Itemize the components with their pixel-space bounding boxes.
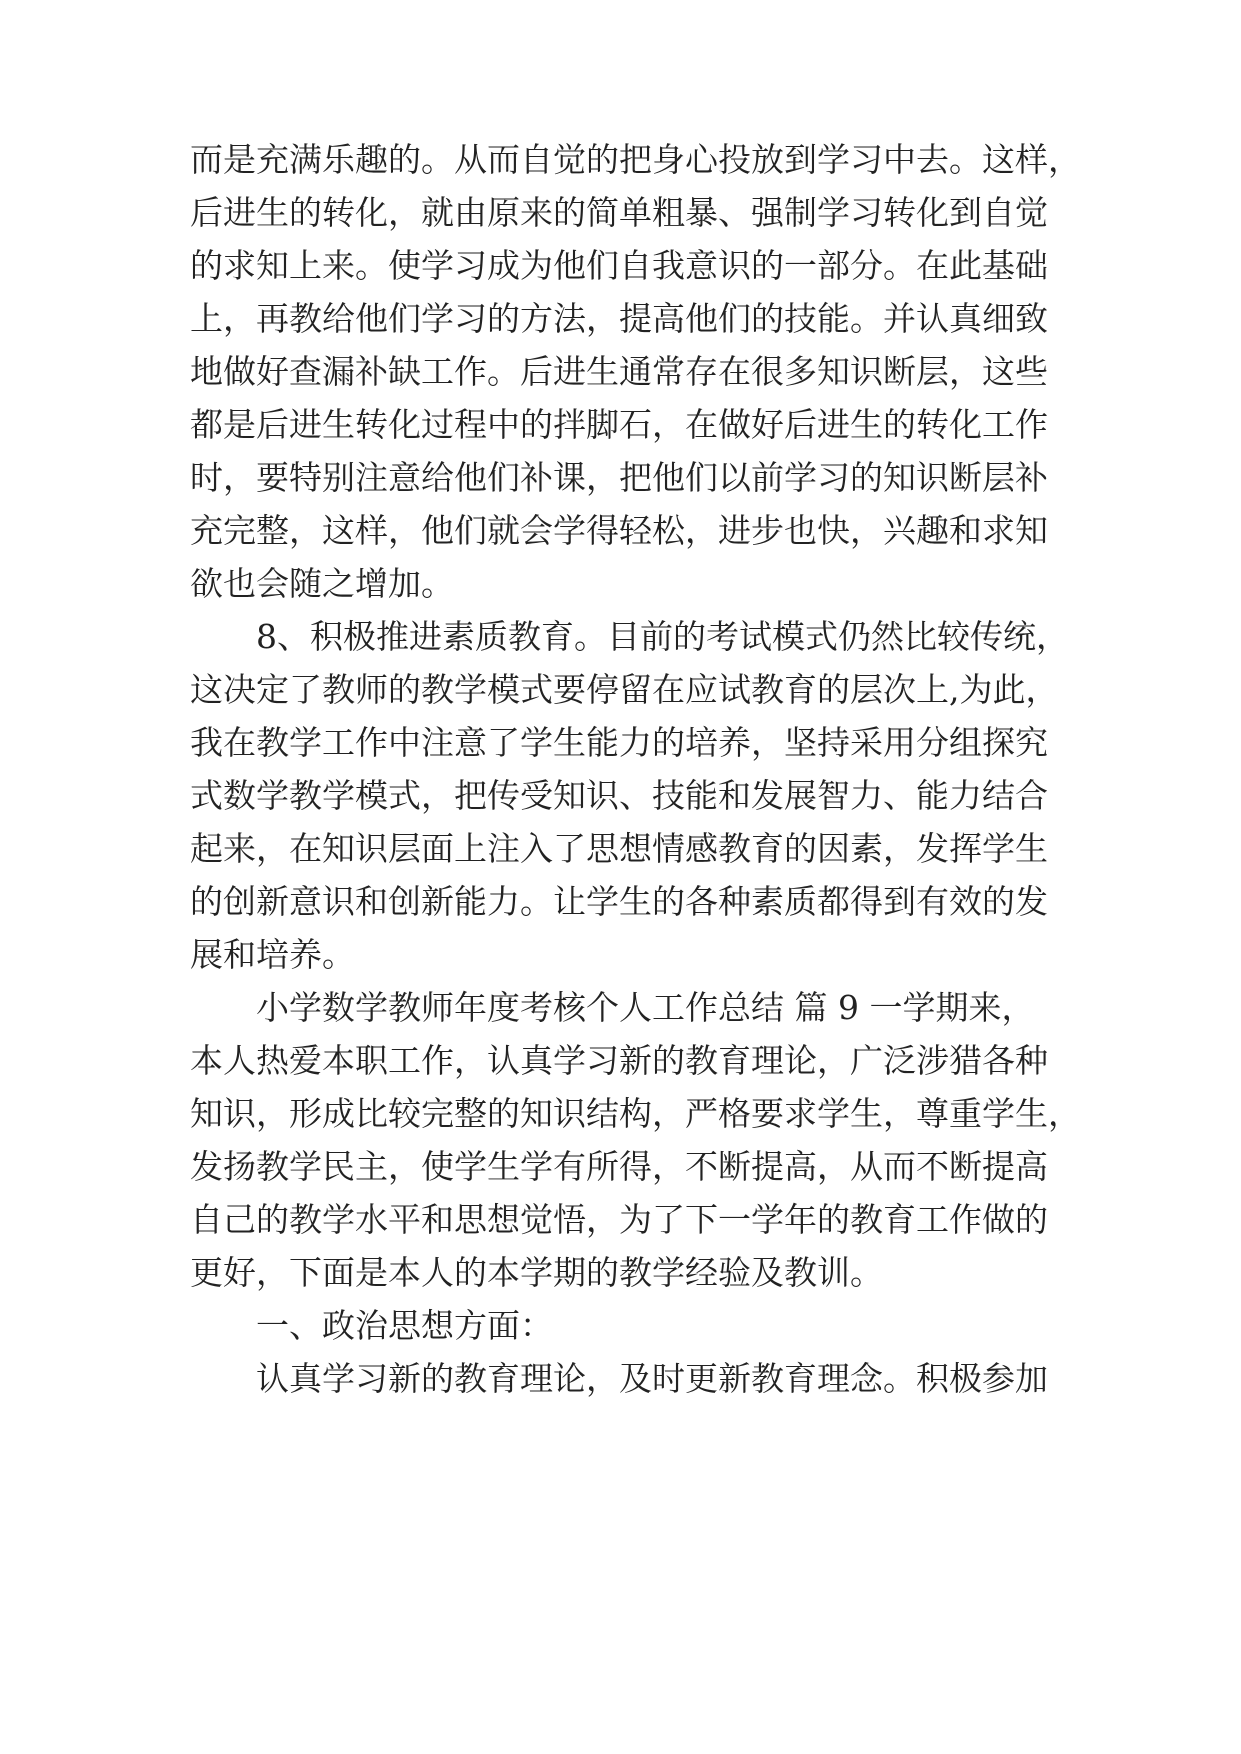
paragraph-first-line: 8、积极推进素质教育。目前的考试模式仍然比较传统， [256,617,1069,656]
text-line: 发扬教学民主，使学生学有所得，不断提高，从而不断提高 [190,1147,1048,1186]
text-line: 起来，在知识层面上注入了思想情感教育的因素，发挥学生 [190,829,1048,868]
text-line: 后进生的转化，就由原来的简单粗暴、强制学习转化到自觉 [190,193,1048,232]
text-line: 自己的教学水平和思想觉悟，为了下一学年的教育工作做的 [190,1200,1048,1239]
text-line: 的求知上来。使学习成为他们自我意识的一部分。在此基础 [190,246,1048,285]
paragraph-first-line: 认真学习新的教育理论，及时更新教育理念。积极参加 [256,1359,1048,1398]
text-line: 本人热爱本职工作，认真学习新的教育理论，广泛涉猎各种 [190,1041,1048,1080]
text-line: 我在教学工作中注意了学生能力的培养，坚持采用分组探究 [190,723,1048,762]
text-line: 上，再教给他们学习的方法，提高他们的技能。并认真细致 [190,299,1048,338]
text-line: 更好，下面是本人的本学期的教学经验及教训。 [190,1253,883,1292]
paragraph-first-line: 小学数学教师年度考核个人工作总结 篇 9 一学期来， [256,988,1035,1027]
text-line: 欲也会随之增加。 [190,564,454,603]
text-line: 时，要特别注意给他们补课，把他们以前学习的知识断层补 [190,458,1048,497]
text-line: 都是后进生转化过程中的拌脚石，在做好后进生的转化工作 [190,405,1048,444]
text-line: 的创新意识和创新能力。让学生的各种素质都得到有效的发 [190,882,1048,921]
text-line: 知识，形成比较完整的知识结构，严格要求学生，尊重学生， [190,1094,1081,1133]
text-line: 地做好查漏补缺工作。后进生通常存在很多知识断层，这些 [190,352,1048,391]
text-line: 展和培养。 [190,935,355,974]
section-heading: 一、政治思想方面： [256,1306,553,1345]
text-line: 充完整，这样，他们就会学得轻松，进步也快，兴趣和求知 [190,511,1048,550]
text-line: 式数学教学模式，把传受知识、技能和发展智力、能力结合 [190,776,1048,815]
text-line: 这决定了教师的教学模式要停留在应试教育的层次上,为此， [190,670,1059,709]
text-line: 而是充满乐趣的。从而自觉的把身心投放到学习中去。这样， [190,140,1081,179]
